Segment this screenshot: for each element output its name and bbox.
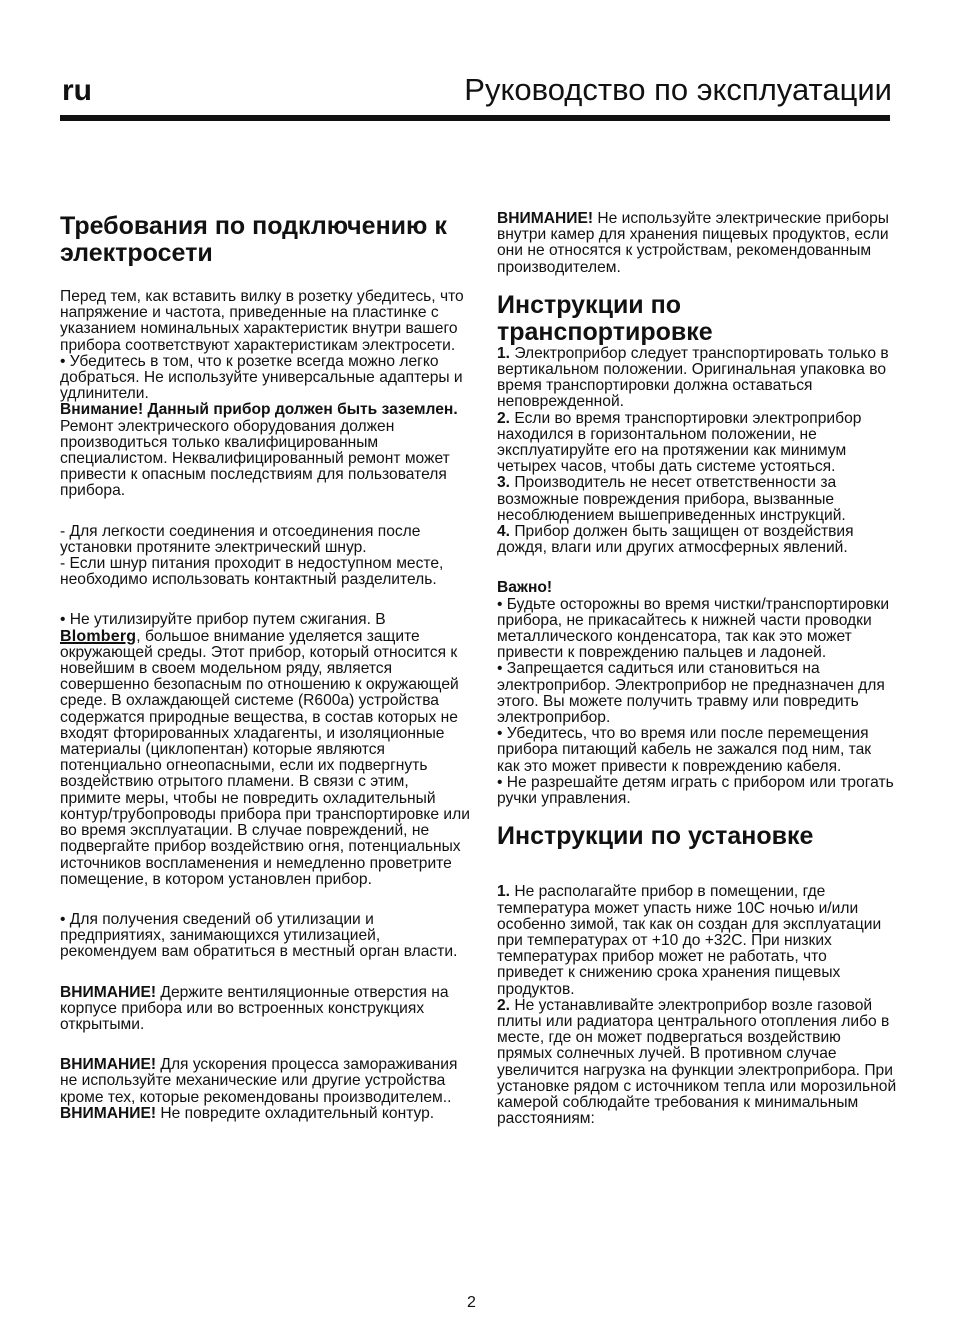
page-title: Руководство по эксплуатации xyxy=(464,72,892,107)
numbered-item: 2. Если во время транспортировки электроприбор находился в горизонтальном положении, не эксплуатируйте его на протяжении как минимум четырех часов, чтобы дать системе устояться. xyxy=(497,409,862,476)
paragraph: - Для легкости соединения и отсоединения после установки протяните электрический шнур. xyxy=(60,522,421,556)
bullet-item: • Убедитесь, что во время или после перемещения прибора питающий кабель не зажался под ним, так как это может привести к повреждению кабеля. xyxy=(497,725,872,775)
numbered-item: 4. Прибор должен быть защищен от воздействия дождя, влаги или других атмосферных явлений. xyxy=(497,523,854,557)
bullet-item: • Запрещается садиться или становиться на электроприбор. Электроприбор не предназначен для этого. Вы можете получить травму или повредить электроприбор. xyxy=(497,660,885,727)
warning-ground: Внимание! Данный прибор должен быть заземлен. xyxy=(60,401,458,419)
paragraph: • Убедитесь в том, что к розетке всегда можно легко добраться. Не используйте универсальные адаптеры и удлинители. xyxy=(60,352,463,403)
numbered-item: 3. Производитель не несет ответственности за возможные повреждения прибора, вызванные несоблюдением вышеприведенных инструкций. xyxy=(497,474,846,524)
section-heading-installation: Инструкции по установке xyxy=(497,822,814,851)
numbered-item: 1. Не располагайте прибор в помещении, где температура может упасть ниже 10С ночью и/или особенно зимой, так как он создан для эксплуатации при температурах от +10 до +32С. При низких температурах прибор может не работать, что приведет к снижению срока хранения пищевых продуктов. xyxy=(497,883,882,998)
bullet-item: • Будьте осторожны во время чистки/транспортировки прибора, не прикасайтесь к нижней части проводки металлического конденсатора, так как это может привести к повреждению пальцев и ладоней. xyxy=(497,595,890,662)
warning-paragraph: ВНИМАНИЕ! Держите вентиляционные отверстия на корпусе прибора или во встроенных конструкциях открытыми. xyxy=(60,983,449,1033)
right-column xyxy=(497,211,897,1127)
numbered-item: 1. Электроприбор следует транспортировать только в вертикальном положении. Оригинальная упаковка во время транспортировки должна оставаться неповрежденной. xyxy=(497,344,889,411)
section-heading-transport: Инструкции по транспортировке xyxy=(497,290,713,346)
brand-logo: Blomberg xyxy=(60,627,137,645)
paragraph: • Для получения сведений об утилизации и предприятиях, занимающихся утилизацией, рекомендуем вам обратиться в местный орган власти. xyxy=(60,910,458,961)
paragraph: Ремонт электрического оборудования должен производиться только квалифицированным специалистом. Неквалифицированный ремонт может привести к опасным последствиям для пользователя прибора. xyxy=(60,417,450,500)
header-lang: ru xyxy=(62,74,92,107)
header-rule xyxy=(60,115,890,121)
left-column xyxy=(60,211,470,1122)
paragraph: • Не утилизируйте прибор путем сжигания. В Blomberg, большое внимание уделяется защите окружающей среды. Этот прибор, который относится к новейшим в своем модельном ряду, является совершенно безопасным по отношению к окружающей среде. В охлаждающей системе (R600a) устройства содержатся природные вещества, в состав которых не входят фторированных хладагенты, и изоляционные материалы (циклопентан) которые являются потенциально огнеопасными, если их подвергнуть воздействию отрытого пламени. В связи с этим, примите меры, чтобы не повредить охладительный контур/трубопроводы прибора при транспортировке или во время эксплуатации. В случае повреждений, не подвергайте прибор воздействию огня, потенциальных источников воспламенения и немедленно проветрите помещение, в котором установлен прибор. xyxy=(60,611,470,888)
warning-paragraph: ВНИМАНИЕ! Не используйте электрические приборы внутри камер для хранения пищевых продуктов, если они не относятся к устройствам, рекомендованным производителем. xyxy=(497,210,889,276)
paragraph: - Если шнур питания проходит в недоступном месте, необходимо использовать контактный разделитель. xyxy=(60,555,444,589)
warning-paragraph: ВНИМАНИЕ! Для ускорения процесса замораживания не используйте механические или другие устройства кроме тех, которые рекомендованы производителем.. xyxy=(60,1056,458,1106)
numbered-item: 2. Не устанавливайте электроприбор возле газовой плиты или радиатора центрального отопления либо в месте, где он может подвергаться воздействию прямых солнечных лучей. В противном случае увеличится нагрузка на функции электроприбора. При установке рядом с источником тепла или морозильной камерой соблюдайте требования к минимальным расстояниям: xyxy=(497,996,897,1128)
warning-paragraph: ВНИМАНИЕ! Не повредите охладительный контур. xyxy=(60,1104,435,1122)
important-label: Важно! xyxy=(497,579,553,597)
section-heading-electrical: Требования по подключению к электросети xyxy=(60,212,447,267)
page-number: 2 xyxy=(467,1294,476,1311)
paragraph: Перед тем, как вставить вилку в розетку убедитесь, что напряжение и частота, приведенные на пластинке с указанием номинальных характеристик внутри вашего прибора соответствуют характеристикам электросети. xyxy=(60,288,464,354)
bullet-item: • Не разрешайте детям играть с прибором или трогать ручки управления. xyxy=(497,773,894,808)
